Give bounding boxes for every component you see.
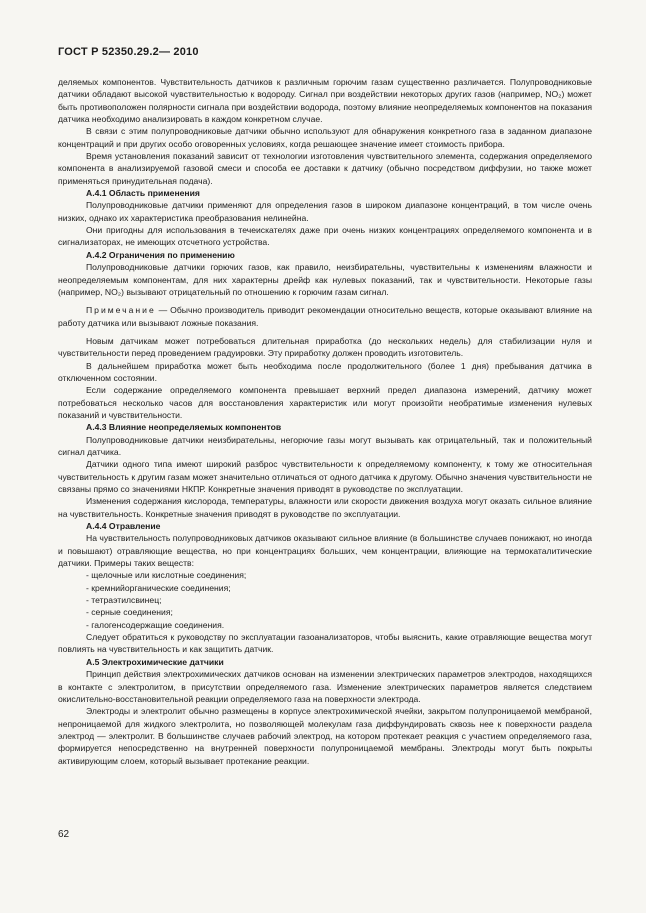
paragraph: В дальнейшем приработка может быть необходима после продолжительного (более 1 дня) пребывания датчика в отключенном состоянии. xyxy=(58,360,592,383)
paragraph: Время установления показаний зависит от технологии изготовления чувствительного элемента, содержания определяемого компонента в анализируемой газовой смеси и способа ее доставки к датчику (обычно посредством диффузии, но также может применяться принудительная подача). xyxy=(58,151,592,186)
list-item: - кремнийорганические соединения; xyxy=(86,582,231,593)
note-label: Примечание xyxy=(86,305,156,316)
note-text: — Обычно производитель приводит рекомендации относительно веществ, которые оказывают влияние на работу датчика или вызывают ложные показания. xyxy=(58,305,592,328)
section-heading: А.5 Электрохимические датчики xyxy=(86,656,224,667)
paragraph: Изменения содержания кислорода, температуры, влажности или скорости движения воздуха могут оказать сильное влияние на чувствительность. Конкретные значения приводят в руководстве по эксплуатации. xyxy=(58,496,592,519)
paragraph: Принцип действия электрохимических датчиков основан на изменении электрических параметров электродов, находящихся в контакте с электролитом, в присутствии определяемого газа. Изменение электрических параметров является следствием окислительно-восстановительной реакции определяемого газа на поверхности электрода. xyxy=(58,669,592,704)
paragraph: Они пригодны для использования в течеискателях даже при очень низких концентрациях определяемого компонента и в сигнализаторах, не имеющих отсчетного устройства. xyxy=(58,225,592,248)
document-header: ГОСТ Р 52350.29.2— 2010 xyxy=(58,46,199,58)
paragraph: Полупроводниковые датчики неизбирательны, негорючие газы могут вызывать как отрицательный, так и положительный сигнал датчика. xyxy=(58,434,592,457)
paragraph: Датчики одного типа имеют широкий разброс чувствительности к определяемому компоненту, к тому же относительная чувствительность к другим газам может значительно отличаться от одного датчика к другому. Обычно значения чувствительности не связаны прямо со значениями НКПР. Конкретные значения приводят в руководстве по эксплуатации. xyxy=(58,459,592,494)
paragraph: Полупроводниковые датчики горючих газов, как правило, неизбирательны, чувствительны к изменениям влажности и неопределяемым компонентам, для них характерны дрейф как нулевых показаний, так и чувствительности. Некоторые газы (например, NO₂) вызывают отрицательный по отношению к горючим газам сигнал. xyxy=(58,262,592,297)
paragraph: На чувствительность полупроводниковых датчиков оказывают сильное влияние (в большинстве случаев понижают, но иногда и повышают) отравляющие вещества, но при концентрациях больших, чем концентрации, влияющие на термокаталитические датчики. Примеры таких веществ: xyxy=(58,533,592,569)
list-item: - тетраэтилсвинец; xyxy=(86,595,162,606)
paragraph: Новым датчикам может потребоваться длительная приработка (до нескольких недель) для стабилизации нуля и чувствительности перед проведением градуировки. Эту приработку должен проводить изготовитель. xyxy=(58,335,592,359)
paragraph: Полупроводниковые датчики применяют для определения газов в широком диапазоне концентраций, в том числе очень низких, однако их характеристика преобразования нелинейна. xyxy=(58,200,592,223)
paragraph: В связи с этим полупроводниковые датчики обычно используют для обнаружения конкретного газа в заданном диапазоне концентраций и при других особо оговоренных условиях, когда решающее значение имеет стоимость прибора. xyxy=(58,126,592,149)
section-heading: А.4.2 Ограничения по применению xyxy=(86,249,235,260)
section-heading: А.4.4 Отравление xyxy=(86,521,161,532)
paragraph: деляемых компонентов. Чувствительность датчиков к различным горючим газам существенно различается. Полупроводниковые датчики обладают высокой чувствительностью к водороду. Сигнал при воздействии некоторых других газов (например, NO₂) может быть противоположен полярности сигнала при воздействии водорода, поэтому влияние неопределяемых компонентов на показания датчика необходимо анализировать в каждом конкретном случае. xyxy=(58,77,592,125)
list-item: - серные соединения; xyxy=(86,607,173,618)
section-heading: А.4.1 Область применения xyxy=(86,188,200,199)
paragraph: Следует обратиться к руководству по эксплуатации газоанализаторов, чтобы выяснить, какие отравляющие вещества могут повлиять на чувствительность и как защитить датчик. xyxy=(58,632,592,655)
note xyxy=(58,304,592,329)
paragraph: Если содержание определяемого компонента превышает верхний предел диапазона измерений, датчику может потребоваться несколько часов для восстановления характеристик или могут произойти необратимые изменения нулевых показаний и чувствительности. xyxy=(58,385,592,420)
page-number: 62 xyxy=(58,829,70,840)
list-item: - щелочные или кислотные соединения; xyxy=(86,570,247,581)
paragraph: Электроды и электролит обычно размещены в корпусе электрохимической ячейки, закрытом полупроницаемой мембраной, непроницаемой для жидкого электролита, но позволяющей молекулам газа диффундировать сквозь нее к поверхности раздела электрод — электролит. В большинстве случаев рабочий электрод, на котором протекает реакция с участием определяемого газа, формируется непосредственно на внутренней поверхности полупроницаемой мембраны. Электроды могут быть покрыты активирующим слоем, который вызывает протекание реакции. xyxy=(58,706,592,766)
section-heading: А.4.3 Влияние неопределяемых компонентов xyxy=(86,422,282,433)
list-item: - галогенсодержащие соединения. xyxy=(86,619,225,630)
document-body xyxy=(58,76,592,767)
